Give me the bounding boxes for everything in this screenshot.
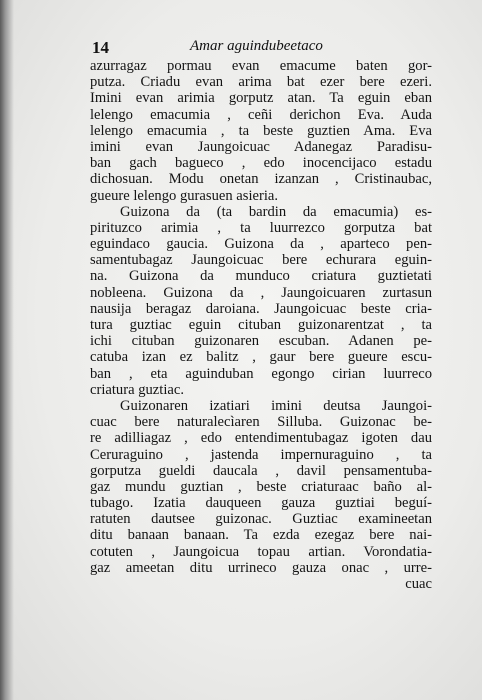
text-line: ban , eta aguinduban egongo cirian luurreco [90,365,432,382]
text-line: nausija beragaz daroiana. Jaungoicuac beste cria- [90,300,432,317]
text-line: lelengo emacumia , ceñi derichon Eva. Auda [90,106,432,123]
text-line: gueure lelengo gurasuen asieria. [90,187,279,204]
catchword: cuac [405,576,432,592]
text-line: Ceruraguino , jastenda impernuraguino , ta [90,446,432,463]
text-line: Imini evan arimia gorputz atan. Ta eguin eban [90,90,432,107]
text-line: catuba izan ez balitz , gaur bere gueure escu- [90,349,432,366]
binding-shadow [0,0,14,700]
running-title: Amar aguindubeetaco [190,38,323,54]
running-head [92,38,432,60]
text-line: samentubagaz Jaungoicuac bere echurara eguin- [90,252,432,269]
text-line: dichosuan. Modu onetan izanzan , Cristinaubac, [90,171,432,188]
text-line: cuac bere naturalecìaren Silluba. Guizonac be- [90,414,432,431]
text-line: gorputza gueldi daucala , davil pensamentuba- [90,462,432,479]
text-line: Guizonaren izatiari imini deutsa Jaungoi- [120,397,432,414]
text-line: imini evan Jaungoicuac Adanegaz Paradisu- [90,138,432,155]
body-text [90,58,432,592]
text-line: re adilliagaz , edo entendimentubagaz igoten dau [90,430,432,447]
text-line: gaz ameetan ditu urrineco gauza onac , urre- [90,559,432,576]
text-line: pirituzco arimia , ta luurrezco gorputza bat [90,219,432,236]
text-line: Guizona da (ta bardin da emacumia) es- [120,203,432,220]
text-line: na. Guizona da munduco criatura guztietati [90,268,432,285]
text-line: ban gach bagueco , edo inocencijaco estadu [90,155,432,172]
text-line: ichi cituban guizonaren escuban. Adanen pe- [90,333,432,350]
text-line: lelengo emacumia , ta beste guztien Ama. Eva [90,122,432,139]
text-line: cotuten , Jaungoicua topau artian. Vorondatia- [90,543,432,560]
text-line: tubago. Izatia dauqueen gauza guztiai beguí- [90,495,432,512]
text-line: ratuten dautsee guizonac. Guztiac examineetan [90,511,432,528]
text-line: putza. Criadu evan arima bat ezer bere ezeri. [90,74,432,91]
text-line: gaz mundu guztian , beste criaturaac baño al- [90,478,432,495]
text-line: eguindaco gaucia. Guizona da , aparteco pen- [90,236,432,253]
text-line: criatura guztiac. [90,381,184,398]
text-line: ditu banaan banaan. Ta ezda ezegaz bere nai- [90,527,432,544]
text-line: azurragaz pormau evan emacume baten gor- [90,58,432,74]
page-number: 14 [92,38,109,57]
text-line: tura guztiac eguin cituban guizonarentzat , ta [90,317,432,333]
text-line: nobleena. Guizona da , Jaungoicuaren zurtasun [90,284,432,301]
